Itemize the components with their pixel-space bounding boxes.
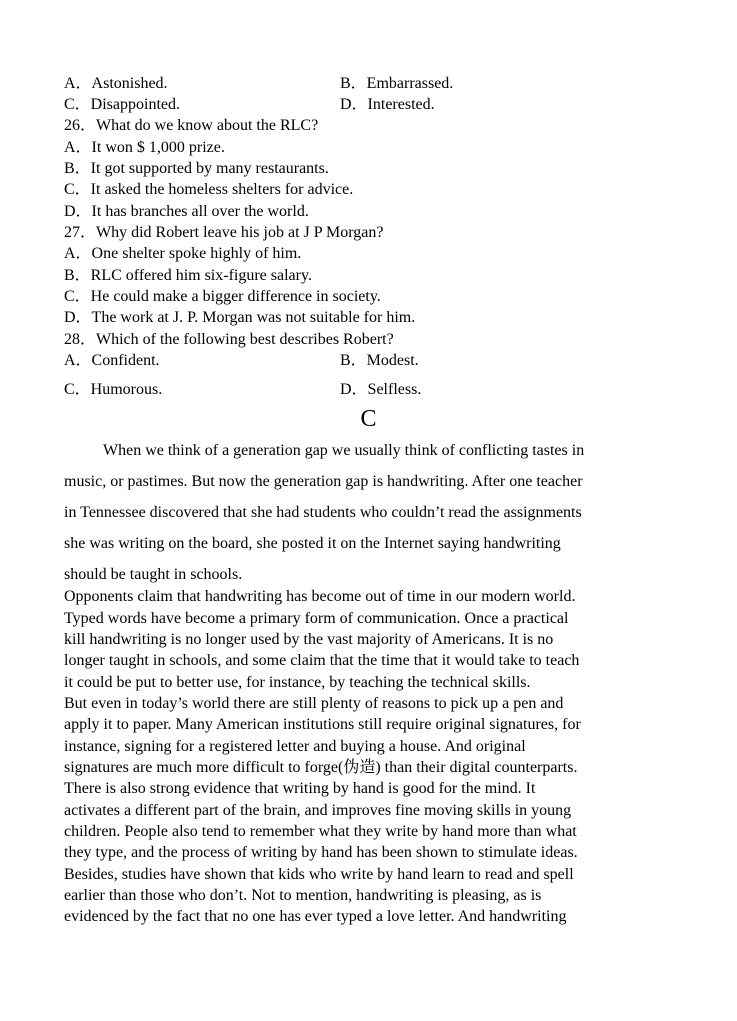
q25-option-a: A．Astonished.	[64, 75, 168, 92]
para2-line: it could be put to better use, for instance, by teaching the technical skills.	[64, 674, 531, 691]
para3-line: they type, and the process of writing by hand has been shown to stimulate ideas.	[64, 844, 578, 861]
para3-line: children. People also tend to remember what they write by hand more than what	[64, 823, 577, 840]
para1-line: music, or pastimes. But now the generation gap is handwriting. After one teacher	[64, 473, 583, 490]
q25-option-b: B．Embarrassed.	[340, 75, 454, 92]
q28-option-a: A．Confident.	[64, 352, 160, 369]
q28-option-c: C．Humorous.	[64, 381, 163, 398]
q26-stem: 26．What do we know about the RLC?	[64, 117, 319, 134]
q27-stem: 27．Why did Robert leave his job at J P Morgan?	[64, 224, 384, 241]
q27-option-c: C．He could make a bigger difference in society.	[64, 288, 381, 305]
q26-option-b: B．It got supported by many restaurants.	[64, 160, 329, 177]
q26-option-a: A．It won $ 1,000 prize.	[64, 139, 225, 156]
q25-option-d: D．Interested.	[340, 96, 435, 113]
para1-line: When we think of a generation gap we usually think of conflicting tastes in	[103, 442, 585, 459]
para3-line: earlier than those who don’t. Not to mention, handwriting is pleasing, as is	[64, 887, 542, 904]
para3-line: signatures are much more difficult to forge(伪造) than their digital counterparts.	[64, 759, 578, 776]
q26-option-d: D．It has branches all over the world.	[64, 203, 309, 220]
q28-options-row-2	[64, 380, 664, 400]
q27-option-a: A．One shelter spoke highly of him.	[64, 245, 302, 262]
q27-option-b: B．RLC offered him six-figure salary.	[64, 267, 312, 284]
section-heading: C	[360, 406, 377, 432]
q27-option-d: D．The work at J. P. Morgan was not suitable for him.	[64, 309, 416, 326]
q26-option-c: C．It asked the homeless shelters for advice.	[64, 181, 354, 198]
q28-option-b: B．Modest.	[340, 352, 419, 369]
q28-option-d: D．Selfless.	[340, 381, 422, 398]
q28-options-row-1	[64, 351, 664, 371]
para1-line: should be taught in schools.	[64, 566, 243, 583]
para2-line: Opponents claim that handwriting has become out of time in our modern world.	[64, 588, 576, 605]
para2-line: Typed words have become a primary form of communication. Once a practical	[64, 610, 569, 627]
para3-line: instance, signing for a registered letter and buying a house. And original	[64, 738, 526, 755]
para1-line: she was writing on the board, she posted it on the Internet saying handwriting	[64, 535, 561, 552]
q25-option-c: C．Disappointed.	[64, 96, 180, 113]
para3-line: Besides, studies have shown that kids who write by hand learn to read and spell	[64, 866, 574, 883]
para2-line: longer taught in schools, and some claim that the time that it would take to teach	[64, 652, 580, 669]
para3-line: activates a different part of the brain, and improves fine moving skills in young	[64, 802, 572, 819]
q28-stem: 28．Which of the following best describes Robert?	[64, 331, 394, 348]
q25-options-row-2	[64, 95, 664, 115]
para3-line: evidenced by the fact that no one has ever typed a love letter. And handwriting	[64, 908, 567, 925]
para3-line: There is also strong evidence that writing by hand is good for the mind. It	[64, 780, 536, 797]
para1-line: in Tennessee discovered that she had students who couldn’t read the assignments	[64, 504, 582, 521]
q25-options-row-1	[64, 74, 664, 94]
para2-line: kill handwriting is no longer used by the vast majority of Americans. It is no	[64, 631, 554, 648]
para3-line: apply it to paper. Many American institutions still require original signatures, for	[64, 716, 581, 733]
para3-line: But even in today’s world there are still plenty of reasons to pick up a pen and	[64, 695, 564, 712]
